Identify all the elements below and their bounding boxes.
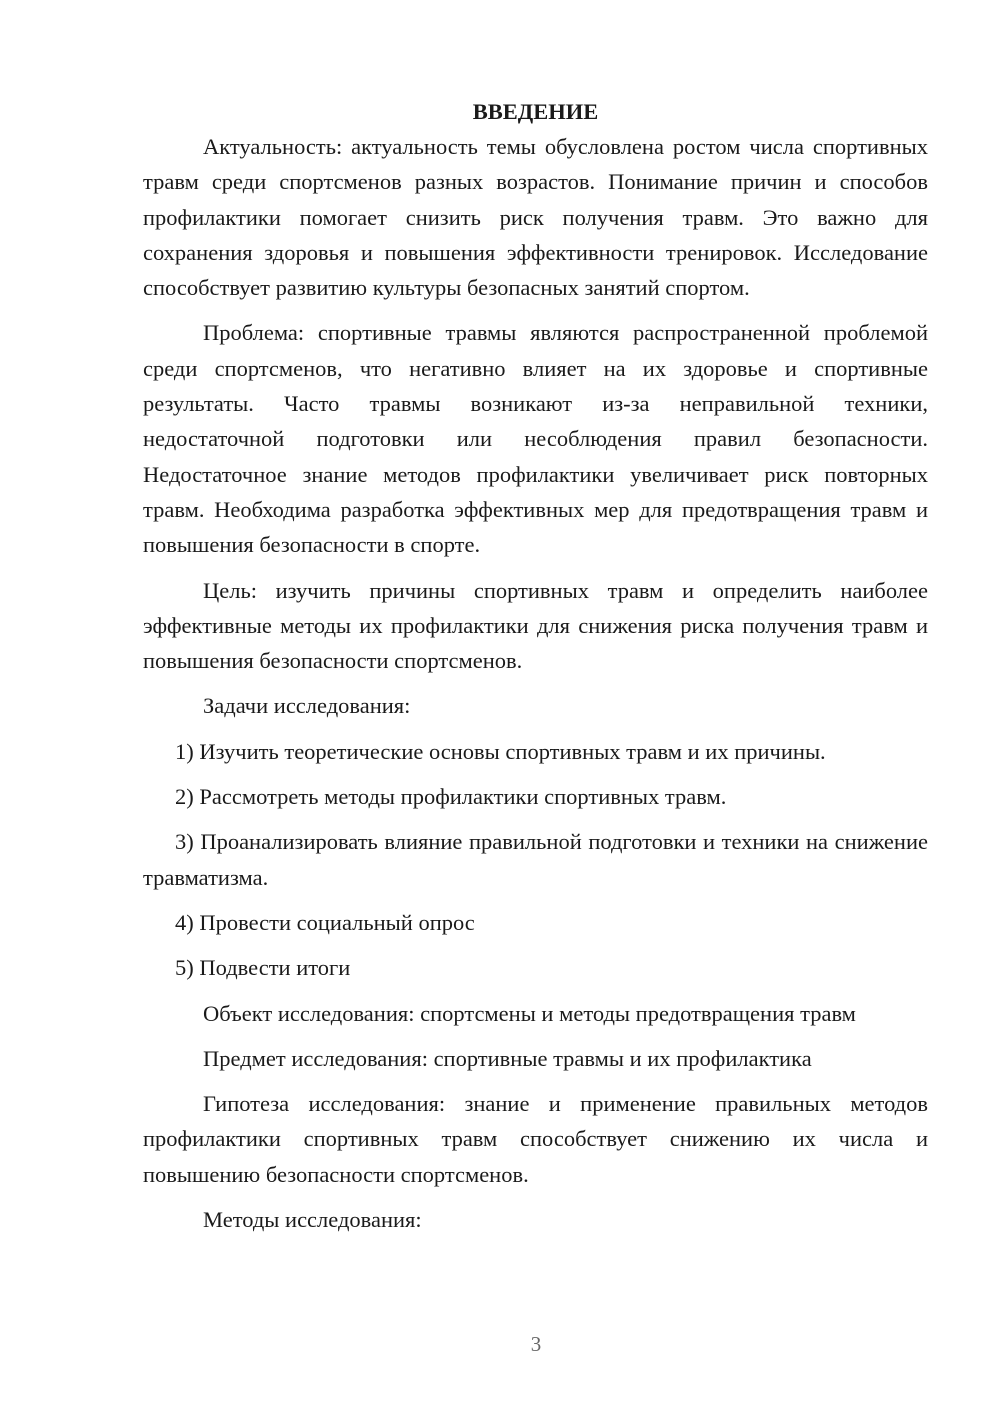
task-item-5: 5) Подвести итоги xyxy=(175,955,351,981)
section-heading: ВВЕДЕНИЕ xyxy=(472,99,599,124)
paragraph-problem: Проблема: спортивные травмы являются распространенной проблемой среди спортсменов, что негативно влияет на их здоровье и спортивные результаты. Часто травмы возникают из-за неправильной техники, недостаточной подготовки или несоблюдения правил безопасности. Недостаточное знание методов профилактики увеличивает риск повторных травм. Необходима разработка эффективных мер для предотвращения травм и повышения безопасности в спорте. xyxy=(143,320,928,558)
paragraph-relevance: Актуальность: актуальность темы обусловлена ростом числа спортивных травм среди спортсменов разных возрастов. Понимание причин и способов профилактики помогает снизить риск получения травм. Это важно для сохранения здоровья и повышения эффективности тренировок. Исследование способствует развитию культуры безопасных занятий спортом. xyxy=(143,134,928,301)
page-number: 3 xyxy=(530,1332,542,1356)
paragraph-methods: Методы исследования: xyxy=(203,1207,422,1233)
task-item-1: 1) Изучить теоретические основы спортивных травм и их причины. xyxy=(175,738,826,764)
paragraph-goal: Цель: изучить причины спортивных травм и определить наиболее эффективные методы их профилактики для снижения риска получения травм и повышения безопасности спортсменов. xyxy=(143,577,928,674)
task-item-2: 2) Рассмотреть методы профилактики спортивных травм. xyxy=(175,784,727,810)
paragraph-object: Объект исследования: спортсмены и методы предотвращения травм xyxy=(203,1000,856,1026)
task-item-4: 4) Провести социальный опрос xyxy=(175,909,475,935)
paragraph-hypothesis: Гипотеза исследования: знание и применение правильных методов профилактики спортивных травм способствует снижению их числа и повышению безопасности спортсменов. xyxy=(143,1091,928,1187)
paragraph-subject: Предмет исследования: спортивные травмы и их профилактика xyxy=(203,1045,812,1071)
paragraph-tasks-title: Задачи исследования: xyxy=(203,693,411,719)
task-item-3: 3) Проанализировать влияние правильной подготовки и техники на снижение травматизма. xyxy=(143,829,928,890)
document-page xyxy=(143,94,928,1237)
